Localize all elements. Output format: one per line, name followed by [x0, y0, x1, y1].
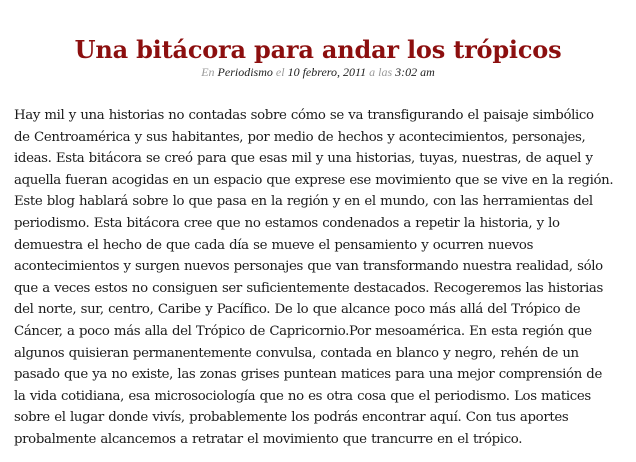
body-line: Cáncer, a poco más alla del Trópico de Capricornio.Por mesoamérica. En esta región que — [14, 323, 592, 339]
meta-time: 3:02 am — [395, 65, 435, 79]
body-line: Este blog hablará sobre lo que pasa en la región y en el mundo, con las herramientas del — [14, 194, 593, 210]
post-meta — [0, 64, 636, 80]
meta-time-prefix: a las — [369, 65, 393, 79]
body-line: acontecimientos y surgen nuevos personajes que van transformando nuestra realidad, sólo — [14, 259, 603, 275]
body-line: pasado que ya no existe, las zonas grises puntean matices para una mejor comprensión de — [14, 367, 602, 383]
body-line: demuestra el hecho de que cada día se mueve el pensamiento y ocurren nuevos — [14, 237, 534, 253]
body-line: Hay mil y una historias no contadas sobre cómo se va transfigurando el paisaje simbólico — [14, 108, 594, 123]
meta-date-prefix: el — [275, 65, 285, 79]
meta-date: 10 febrero, 2011 — [287, 65, 367, 79]
body-line: algunos quisieran permanentemente convulsa, contada en blanco y negro, rehén de un — [14, 345, 579, 361]
body-line: del norte, sur, centro, Caribe y Pacífico. De lo que alcance poco más allá del Trópico de — [14, 302, 581, 318]
body-line: la vida cotidiana, esa microsociología que no es otra cosa que el periodismo. Los matices — [14, 388, 591, 404]
body-line: ideas. Esta bitácora se creó para que esas mil y una historias, tuyas, nuestras, de aquel y — [14, 151, 593, 167]
meta-category-link[interactable]: Periodismo — [217, 65, 273, 79]
meta-category-prefix: En — [201, 65, 215, 79]
body-line: periodismo. Esta bitácora cree que no estamos condenados a repetir la historia, y lo — [14, 215, 560, 231]
post-title[interactable]: Una bitácora para andar los trópicos — [74, 35, 562, 64]
body-line: que a veces estos no consiguen ser suficientemente destacados. Recogeremos las historias — [14, 280, 603, 296]
body-line: sobre el lugar donde vivís, probablemente los podrás encontrar aquí. Con tus aportes — [14, 410, 569, 426]
post-body — [14, 105, 626, 451]
body-line: de Centroamérica y sus habitantes, por medio de hechos y acontecimientos, personajes, — [14, 129, 586, 145]
body-line: aquella fueran acogidas en un espacio que exprese ese movimiento que se vive en la región. — [14, 172, 614, 188]
body-line: probalmente alcancemos a retratar el movimiento que trancurre en el trópico. — [14, 431, 523, 447]
